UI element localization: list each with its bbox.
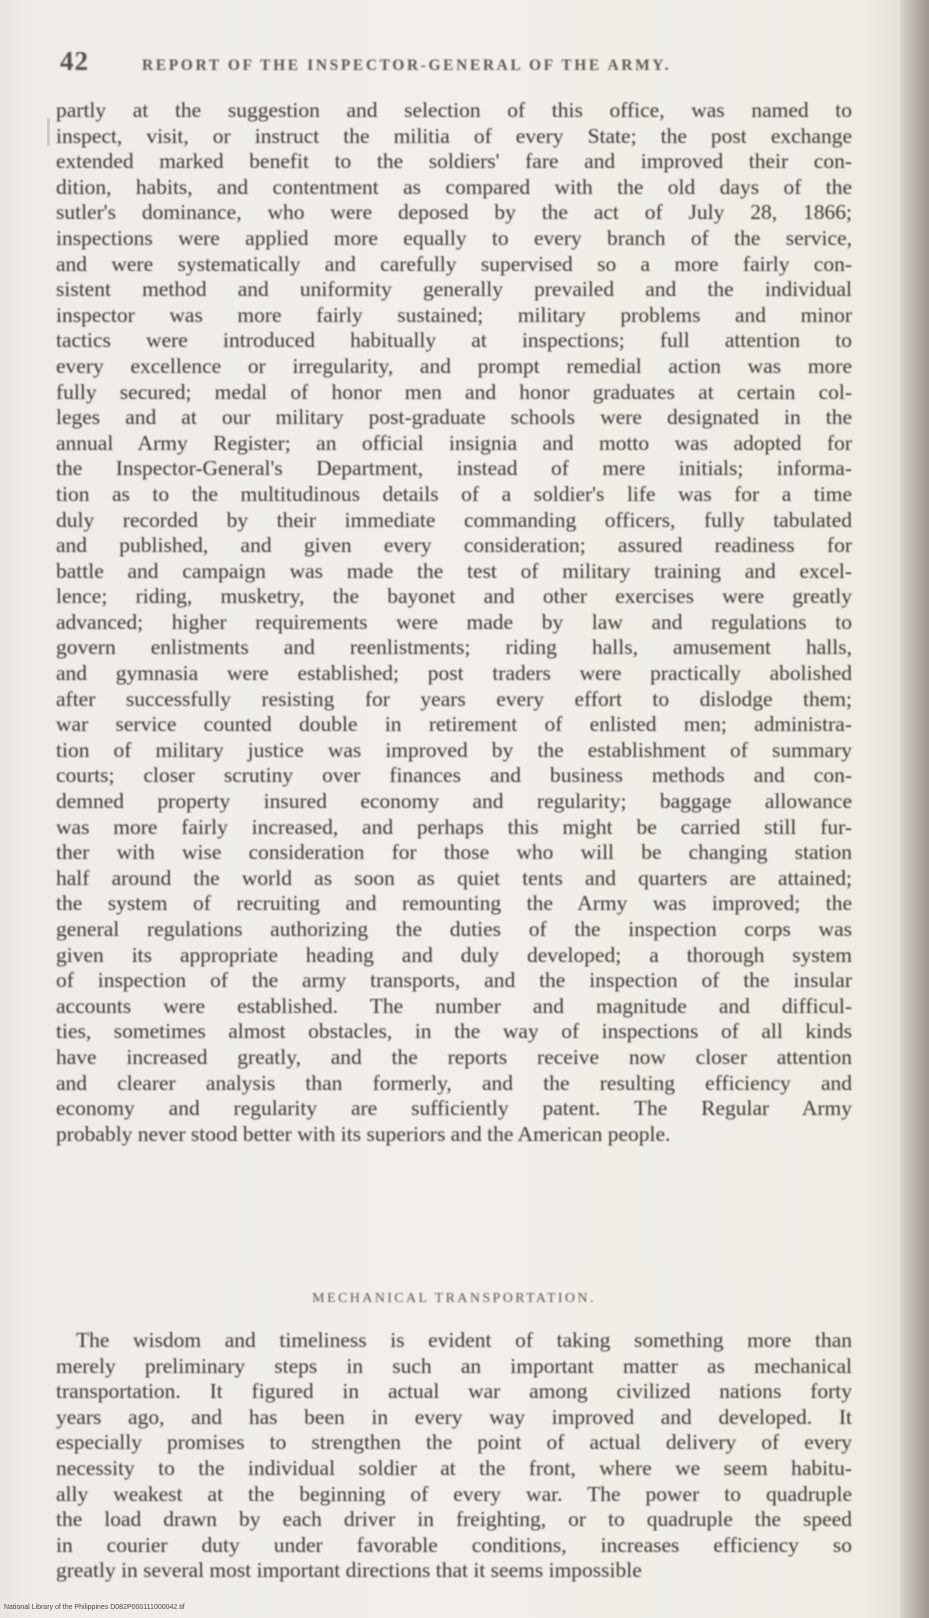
text-line: extended marked benefit to the soldiers' fare and improved their con- (56, 149, 852, 174)
text-line: have increased greatly, and the reports receive now closer attention (56, 1044, 852, 1069)
text-line: was more fairly increased, and perhaps this might be carried still fur- (56, 814, 852, 839)
text-line: of inspection of the army transports, and the inspection of the insular (56, 968, 852, 993)
paragraph-2 (56, 1328, 852, 1584)
text-line: partly at the suggestion and selection of this office, was named to (56, 98, 852, 122)
text-line: greatly in several most important directions that it seems impossible (56, 1558, 642, 1583)
text-line: leges and at our military post-graduate schools were designated in the (56, 405, 852, 430)
text-line: ther with wise consideration for those who will be changing station (56, 840, 852, 865)
text-line: tion as to the multitudinous details of a soldier's life was for a time (56, 481, 852, 506)
section-heading: MECHANICAL TRANSPORTATION. (312, 1291, 596, 1306)
text-line: the system of recruiting and remounting the Army was improved; the (56, 891, 852, 916)
text-line: ally weakest at the beginning of every war. The power to quadruple (56, 1481, 852, 1506)
text-line: advanced; higher requirements were made by law and regulations to (56, 609, 852, 634)
header-title: REPORT OF THE INSPECTOR-GENERAL OF THE ARMY. (142, 57, 672, 74)
text-line: especially promises to strengthen the point of actual delivery of every (56, 1430, 852, 1455)
text-line: necessity to the individual soldier at the front, where we seem habitu- (56, 1455, 852, 1480)
text-line: battle and campaign was made the test of military training and excel- (56, 558, 852, 583)
text-line: economy and regularity are sufficiently patent. The Regular Army (56, 1096, 852, 1121)
text-line: inspector was more fairly sustained; military problems and minor (56, 302, 852, 327)
text-line: inspect, visit, or instruct the militia of every State; the post exchange (56, 123, 852, 148)
text-line: probably never stood better with its superiors and the American people. (56, 1121, 671, 1146)
binding-edge (900, 0, 929, 1618)
text-line: annual Army Register; an official insignia and motto was adopted for (56, 430, 852, 455)
text-line: inspections were applied more equally to every branch of the service, (56, 225, 852, 250)
text-line: transportation. It figured in actual war among civilized nations forty (56, 1379, 852, 1404)
text-line: war service counted double in retirement of enlisted men; administra- (56, 712, 852, 737)
text-line: after successfully resisting for years every effort to dislodge them; (56, 686, 852, 711)
text-line: dition, habits, and contentment as compared with the old days of the (56, 174, 852, 199)
text-line: merely preliminary steps in such an important matter as mechanical (56, 1353, 852, 1378)
text-line: the Inspector-General's Department, instead of mere initials; informa- (56, 456, 852, 481)
text-line: and clearer analysis than formerly, and the resulting efficiency and (56, 1070, 852, 1095)
text-line: lence; riding, musketry, the bayonet and other exercises were greatly (56, 584, 852, 609)
text-line: general regulations authorizing the duties of the inspection corps was (56, 917, 852, 941)
text-line: tactics were introduced habitually at inspections; full attention to (56, 328, 852, 353)
text-line: half around the world as soon as quiet tents and quarters are attained; (56, 865, 852, 890)
text-line: and published, and given every consideration; assured readiness for (56, 533, 852, 558)
body-text (56, 98, 852, 1583)
text-line: tion of military justice was improved by the establishment of summary (56, 737, 852, 762)
text-line: fully secured; medal of honor men and honor graduates at certain col- (56, 379, 852, 404)
margin-mark (47, 118, 50, 146)
text-line: sutler's dominance, who were deposed by the act of July 28, 1866; (56, 200, 852, 225)
text-line: courts; closer scrutiny over finances and business methods and con- (56, 763, 852, 788)
text-line: duly recorded by their immediate commanding officers, fully tabulated (56, 507, 852, 532)
text-line: govern enlistments and reenlistments; riding halls, amusement halls, (56, 635, 852, 660)
scan-footer: National Library of the Philippines D082P000111000042.tif (4, 1604, 185, 1611)
text-line: accounts were established. The number and magnitude and difficul- (56, 993, 852, 1018)
text-line: and were systematically and carefully supervised so a more fairly con- (56, 251, 852, 276)
text-line: The wisdom and timeliness is evident of taking something more than (76, 1328, 852, 1352)
page-number: 42 (60, 46, 89, 76)
text-line: given its appropriate heading and duly developed; a thorough system (56, 942, 852, 967)
text-line: demned property insured economy and regularity; baggage allowance (56, 789, 852, 814)
text-line: the load drawn by each driver in freighting, or to quadruple the speed (56, 1507, 852, 1532)
text-line: sistent method and uniformity generally prevailed and the individual (56, 277, 852, 302)
text-line: ties, sometimes almost obstacles, in the way of inspections of all kinds (56, 1019, 852, 1044)
text-line: every excellence or irregularity, and prompt remedial action was more (56, 353, 852, 378)
text-line: and gymnasia were established; post traders were practically abolished (56, 661, 852, 686)
text-line: in courier duty under favorable conditions, increases efficiency so (56, 1532, 852, 1557)
text-line: years ago, and has been in every way improved and developed. It (56, 1404, 852, 1429)
paragraph-1 (56, 98, 852, 1147)
running-head (60, 46, 820, 86)
